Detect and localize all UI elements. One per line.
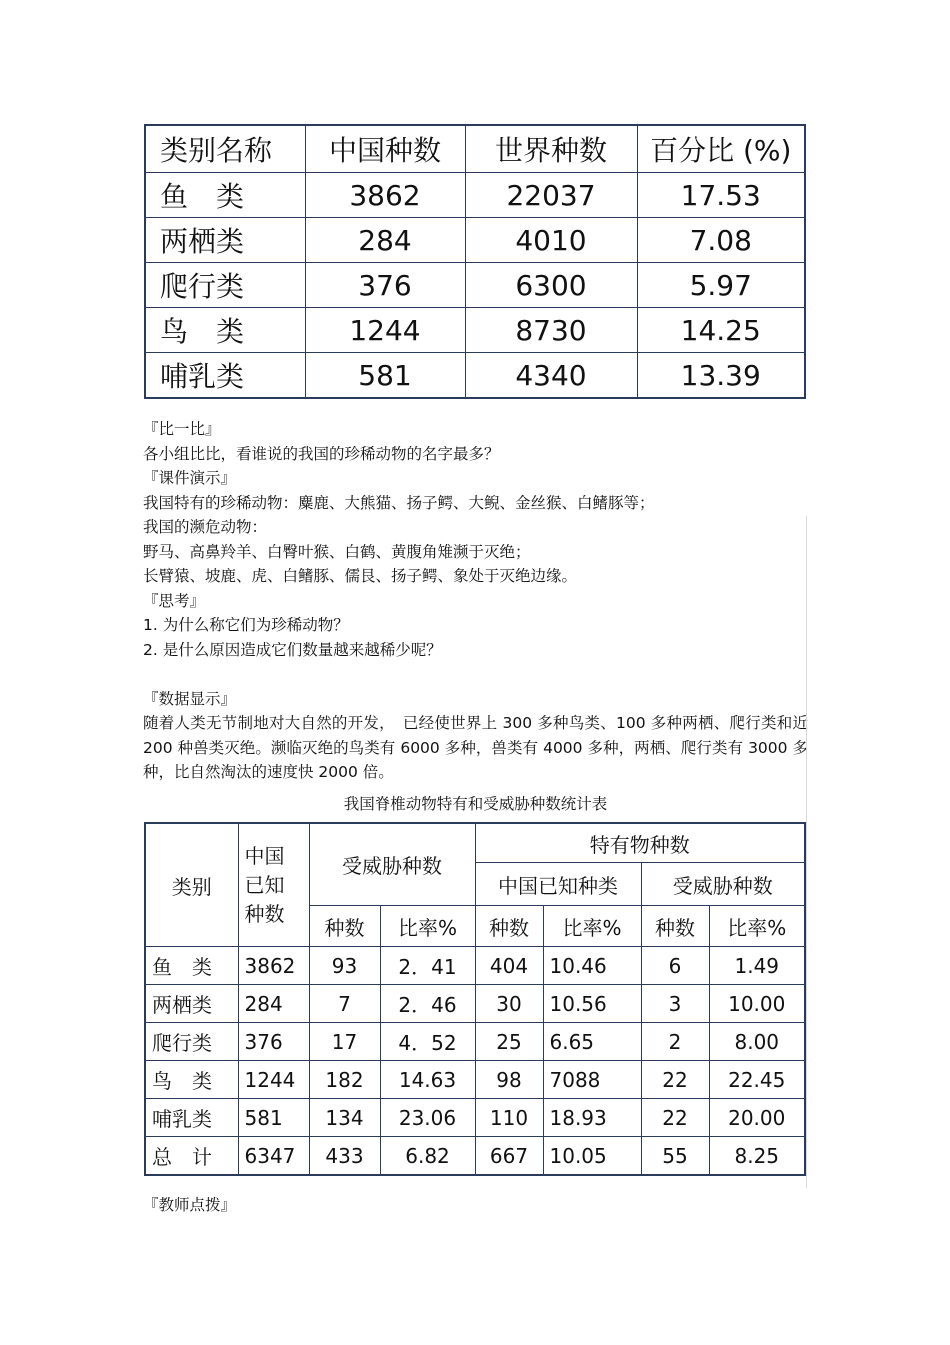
row-threatened-rate: 6.82 [380, 1137, 475, 1176]
table-row [145, 173, 805, 218]
row-threatened-count: 182 [309, 1061, 380, 1099]
row-endemic-rate: 18.93 [543, 1099, 641, 1137]
row-threatened-count: 7 [309, 985, 380, 1023]
row-pct: 5.97 [637, 263, 805, 308]
header-endemic-known: 中国已知种类 [475, 863, 641, 906]
header-china-known-line: 已知 [244, 872, 285, 897]
subheader-count: 种数 [475, 906, 543, 947]
section-heading-think: 『思考』 [143, 591, 206, 610]
header-threatened: 受威胁种数 [309, 823, 475, 906]
section-heading-compare: 『比一比』 [143, 420, 221, 438]
table-row [145, 985, 805, 1023]
row-name: 哺乳类 [145, 1099, 238, 1137]
table-row [145, 1099, 805, 1137]
section-heading-teacher: 『教师点拨』 [143, 1196, 237, 1214]
row-pct: 14.25 [637, 308, 805, 353]
row-endemic-count: 98 [475, 1061, 543, 1099]
margin-rule [806, 516, 807, 1188]
table-row [145, 1023, 805, 1061]
row-name: 爬行类 [145, 1023, 238, 1061]
demo-line: 我国的濒危动物： [143, 518, 268, 536]
row-known: 6347 [238, 1137, 309, 1176]
species-ratio-table [144, 124, 806, 399]
think-question: 1. 为什么称它们为珍稀动物？ [143, 616, 349, 634]
header-world-count: 世界种数 [465, 125, 637, 173]
row-endemic-rate: 6.65 [543, 1023, 641, 1061]
row-endemic-threatened-count: 55 [641, 1137, 709, 1176]
row-endemic-count: 667 [475, 1137, 543, 1176]
row-pct: 17.53 [637, 173, 805, 218]
row-world: 4010 [465, 218, 637, 263]
row-threatened-rate: 2．41 [380, 947, 475, 985]
demo-line: 野马、高鼻羚羊、白臀叶猴、白鹤、黄腹角雉濒于灭绝； [143, 542, 531, 561]
section-heading-demo: 『课件演示』 [143, 469, 237, 487]
row-name: 鸟 类 [145, 308, 305, 353]
header-china-known-line: 种数 [244, 901, 285, 926]
row-threatened-rate: 23.06 [380, 1099, 475, 1137]
lesson-text [143, 417, 808, 785]
header-percent: 百分比 (%) [637, 125, 805, 173]
data-paragraph: 随着人类无节制地对大自然的开发， 已经使世界上 300 多种鸟类、100 多种两栖、爬行类和近 200 种兽类灭绝。濒临灭绝的鸟类有 6000 多种，兽类有 4000 多种，两栖、爬行类有 3000 多种，比自然淘汰的速度快 2000 倍。 [143, 714, 808, 781]
row-name: 总 计 [145, 1137, 238, 1176]
row-china: 581 [305, 353, 465, 399]
row-endemic-count: 404 [475, 947, 543, 985]
subheader-count: 种数 [641, 906, 709, 947]
blank-line [143, 662, 808, 687]
row-endemic-threatened-rate: 22.45 [709, 1061, 805, 1099]
row-threatened-rate: 14.63 [380, 1061, 475, 1099]
table-row [145, 263, 805, 308]
row-name: 鸟 类 [145, 1061, 238, 1099]
table-row [145, 1061, 805, 1099]
think-question: 2. 是什么原因造成它们数量越来越稀少呢？ [143, 640, 442, 659]
header-endemic: 特有物种数 [475, 823, 805, 863]
row-endemic-count: 30 [475, 985, 543, 1023]
row-endemic-threatened-rate: 8.00 [709, 1023, 805, 1061]
row-threatened-count: 93 [309, 947, 380, 985]
table-row [145, 308, 805, 353]
row-threatened-count: 134 [309, 1099, 380, 1137]
table-caption: 我国脊椎动物特有和受威胁种数统计表 [343, 795, 608, 813]
header-endemic-threatened: 受威胁种数 [641, 863, 805, 906]
row-threatened-count: 433 [309, 1137, 380, 1176]
row-name: 爬行类 [145, 263, 305, 308]
row-threatened-rate: 2．46 [380, 985, 475, 1023]
row-name: 鱼 类 [145, 947, 238, 985]
row-known: 1244 [238, 1061, 309, 1099]
row-endemic-count: 110 [475, 1099, 543, 1137]
subheader-rate: 比率% [380, 906, 475, 947]
row-endemic-threatened-count: 6 [641, 947, 709, 985]
row-name: 鱼 类 [145, 173, 305, 218]
row-threatened-rate: 4．52 [380, 1023, 475, 1061]
row-name: 两栖类 [145, 218, 305, 263]
row-endemic-threatened-rate: 20.00 [709, 1099, 805, 1137]
row-endemic-threatened-rate: 1.49 [709, 947, 805, 985]
row-endemic-rate: 10.56 [543, 985, 641, 1023]
compare-paragraph: 各小组比比，看谁说的我国的珍稀动物的名字最多？ [143, 444, 500, 463]
row-endemic-threatened-rate: 10.00 [709, 985, 805, 1023]
header-category: 类别名称 [145, 125, 305, 173]
table-row-total [145, 1137, 805, 1176]
row-china: 1244 [305, 308, 465, 353]
row-world: 6300 [465, 263, 637, 308]
subheader-rate: 比率% [709, 906, 805, 947]
row-pct: 13.39 [637, 353, 805, 399]
header-category: 类别 [145, 823, 238, 947]
table-header-row [145, 823, 805, 863]
row-known: 376 [238, 1023, 309, 1061]
row-threatened-count: 17 [309, 1023, 380, 1061]
row-endemic-threatened-count: 22 [641, 1061, 709, 1099]
row-china: 3862 [305, 173, 465, 218]
row-endemic-threatened-count: 22 [641, 1099, 709, 1137]
threatened-species-table [144, 822, 806, 1176]
row-pct: 7.08 [637, 218, 805, 263]
subheader-rate: 比率% [543, 906, 641, 947]
row-name: 哺乳类 [145, 353, 305, 399]
row-endemic-threatened-count: 3 [641, 985, 709, 1023]
table-row [145, 218, 805, 263]
row-known: 3862 [238, 947, 309, 985]
row-china: 284 [305, 218, 465, 263]
demo-line: 长臂猿、坡鹿、虎、白鳍豚、儒艮、扬子鳄、象处于灭绝边缘。 [143, 567, 578, 585]
table-row [145, 353, 805, 399]
row-known: 284 [238, 985, 309, 1023]
row-name: 两栖类 [145, 985, 238, 1023]
row-endemic-threatened-rate: 8.25 [709, 1137, 805, 1176]
row-endemic-rate: 10.05 [543, 1137, 641, 1176]
row-world: 22037 [465, 173, 637, 218]
row-endemic-rate: 10.46 [543, 947, 641, 985]
row-china: 376 [305, 263, 465, 308]
header-china-known-line: 中国 [244, 843, 285, 868]
row-endemic-threatened-count: 2 [641, 1023, 709, 1061]
row-known: 581 [238, 1099, 309, 1137]
row-endemic-rate: 7088 [543, 1061, 641, 1099]
demo-line: 我国特有的珍稀动物：麋鹿、大熊猫、扬子鳄、大鲵、金丝猴、白鳍豚等； [143, 493, 655, 512]
table-row [145, 947, 805, 985]
row-world: 4340 [465, 353, 637, 399]
header-china-known [238, 823, 309, 947]
section-heading-data: 『数据显示』 [143, 689, 237, 708]
row-endemic-count: 25 [475, 1023, 543, 1061]
header-china-count: 中国种数 [305, 125, 465, 173]
table-header-row [145, 125, 805, 173]
subheader-count: 种数 [309, 906, 380, 947]
row-world: 8730 [465, 308, 637, 353]
